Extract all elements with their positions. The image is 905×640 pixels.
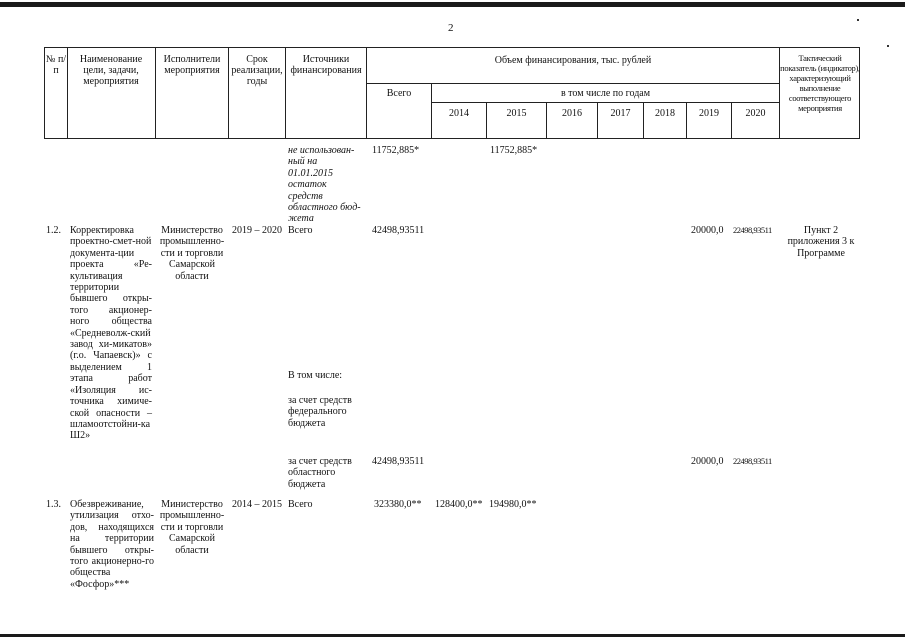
header-col-name: Наименование цели, задачи, мероприятия (79, 54, 143, 87)
row-1-2-source-including: В том числе: (288, 370, 343, 381)
bottom-border (0, 634, 905, 637)
row-1-2-2019: 20000,0 (691, 225, 724, 236)
top-border (0, 2, 905, 7)
header-year-2019: 2019 (699, 108, 719, 119)
header-year-2016: 2016 (562, 108, 582, 119)
header-col-volume: Объем финансирования, тыс. рублей (494, 55, 652, 66)
row-1-2-source-regional: за счет средств областного бюджета (288, 456, 352, 490)
row-1-2-number: 1.2. (46, 225, 61, 236)
row-1-2-term: 2019 – 2020 (232, 225, 282, 236)
header-col-total: Всего (386, 88, 412, 99)
header-year-2015: 2015 (506, 108, 527, 119)
row-1-3-executor: Министерство промышленно-сти и торговли Самарской области (159, 499, 225, 556)
row-1-2-regional-total: 42498,93511 (372, 456, 425, 467)
row-1-2-2020: 22498,93511 (733, 225, 772, 235)
scan-speck (887, 45, 889, 47)
row-1-2-total: 42498,93511 (372, 225, 425, 236)
row-1-3-number: 1.3. (46, 499, 61, 510)
row-1-2-source-total: Всего (288, 225, 313, 236)
cont-row-total: 11752,885* (372, 145, 420, 156)
header-col-by-years: в том числе по годам (560, 88, 651, 99)
header-col-source: Источники финансирования (290, 54, 362, 76)
row-1-2-regional-2020: 22498,93511 (733, 456, 772, 466)
header-year-2014: 2014 (449, 108, 469, 119)
row-1-3-source-total: Всего (288, 499, 313, 510)
cont-row-source: не использован-ный на 01.01.2015 остаток средств областного бюд-жета (288, 145, 361, 225)
scan-speck (857, 19, 859, 21)
page-number: 2 (448, 22, 454, 34)
row-1-3-name: Обезвреживание, утилизация отхо-дов, находящихся на территории бывшего откры-того акционерно-го общества «Фосфор»*** (70, 499, 154, 590)
cont-row-2015: 11752,885* (490, 145, 538, 156)
row-1-3-term: 2014 – 2015 (232, 499, 282, 510)
row-1-2-regional-2019: 20000,0 (691, 456, 724, 467)
header-col-number: № п/п (45, 54, 67, 76)
header-year-2017: 2017 (610, 108, 631, 119)
header-col-executors: Исполнители мероприятия (163, 54, 221, 76)
row-1-3-2014: 128400,0** (435, 499, 483, 510)
header-year-2018: 2018 (655, 108, 675, 119)
row-1-2-name: Корректировка проектно-смет-ной документа-ции проекта «Ре-культивация территории бывшего откры-того акционер-ного общества «Средневолж-ский завод хи-микатов» (г.о. Чапаевск)» с выделением 1 этапа работ «Изоляция ис-точника химиче-ской опасности – шламоотстойни-ка Ш2» (70, 225, 152, 442)
row-1-3-2015: 194980,0** (489, 499, 537, 510)
header-col-term: Срок реализации, годы (231, 54, 283, 87)
header-year-2020: 2020 (745, 108, 766, 119)
header-col-indicator: Тактический показатель (индикатор), характеризующий выполнение соответствующего мероприятия (780, 53, 860, 113)
row-1-2-indicator: Пункт 2 приложения 3 к Программе (787, 225, 855, 259)
row-1-3-total: 323380,0** (374, 499, 422, 510)
row-1-2-source-federal: за счет средств федерального бюджета (288, 395, 352, 429)
row-1-2-executor: Министерство промышленно-сти и торговли Самарской области (159, 225, 225, 282)
